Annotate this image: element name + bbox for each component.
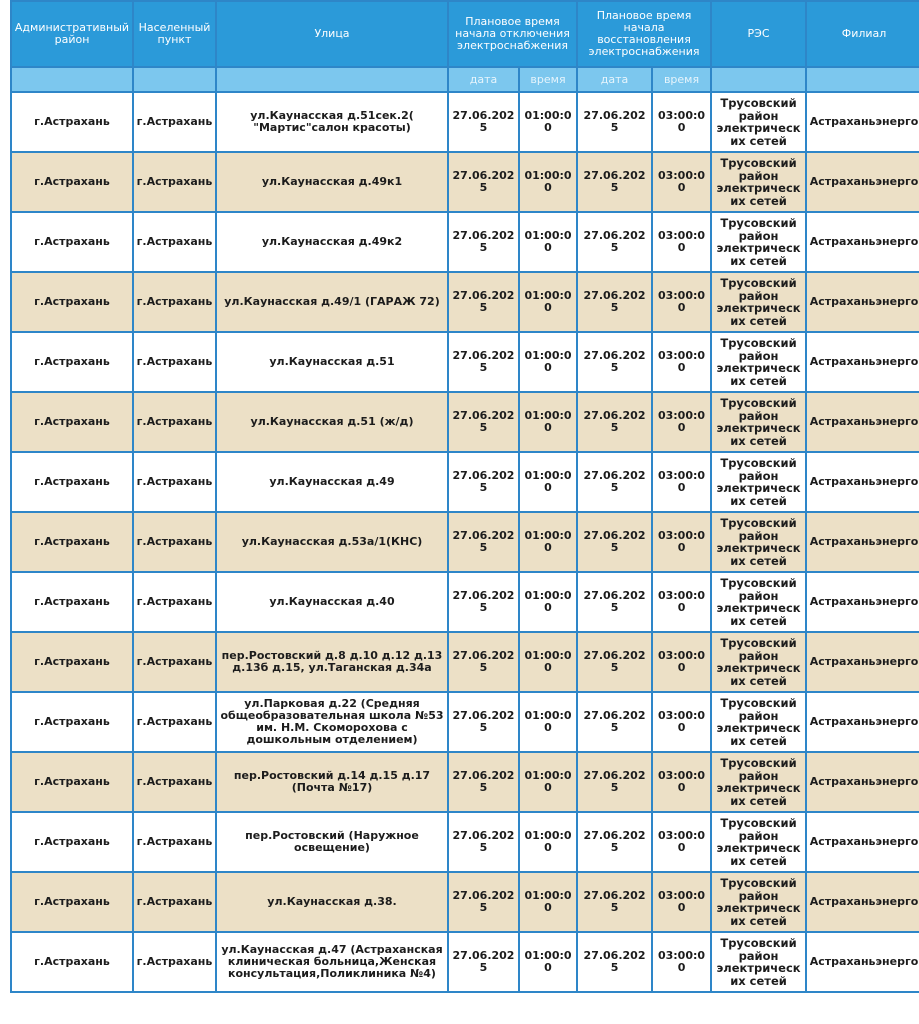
subheader-off-time: время xyxy=(519,67,577,92)
table-row xyxy=(11,572,919,632)
subheader-empty xyxy=(11,67,133,92)
outage-schedule-table xyxy=(10,0,919,993)
cell-street: пер.Ростовский (Наружное освещение) xyxy=(216,812,448,872)
table-row xyxy=(11,812,919,872)
cell-district: г.Астрахань xyxy=(11,692,133,752)
cell-res: Трусовский район электрических сетей xyxy=(711,572,806,632)
cell-branch: Астраханьэнерго xyxy=(806,572,919,632)
cell-on-time: 03:00:00 xyxy=(652,92,711,152)
cell-branch: Астраханьэнерго xyxy=(806,692,919,752)
header-district: Административный район xyxy=(11,1,133,67)
cell-street: ул.Каунасская д.51 (ж/д) xyxy=(216,392,448,452)
cell-off-time: 01:00:00 xyxy=(519,212,577,272)
cell-off-time: 01:00:00 xyxy=(519,332,577,392)
cell-res: Трусовский район электрических сетей xyxy=(711,812,806,872)
cell-on-date: 27.06.2025 xyxy=(577,512,652,572)
table-row xyxy=(11,452,919,512)
cell-on-time: 03:00:00 xyxy=(652,512,711,572)
cell-on-time: 03:00:00 xyxy=(652,812,711,872)
table-row xyxy=(11,692,919,752)
cell-off-date: 27.06.2025 xyxy=(448,212,519,272)
cell-off-date: 27.06.2025 xyxy=(448,932,519,992)
cell-district: г.Астрахань xyxy=(11,572,133,632)
cell-res: Трусовский район электрических сетей xyxy=(711,332,806,392)
cell-street: ул.Каунасская д.51 xyxy=(216,332,448,392)
cell-off-date: 27.06.2025 xyxy=(448,812,519,872)
table-row xyxy=(11,752,919,812)
cell-settlement: г.Астрахань xyxy=(133,872,216,932)
cell-off-time: 01:00:00 xyxy=(519,932,577,992)
cell-branch: Астраханьэнерго xyxy=(806,752,919,812)
cell-off-date: 27.06.2025 xyxy=(448,92,519,152)
cell-district: г.Астрахань xyxy=(11,332,133,392)
cell-branch: Астраханьэнерго xyxy=(806,332,919,392)
cell-branch: Астраханьэнерго xyxy=(806,872,919,932)
subheader-empty xyxy=(806,67,919,92)
cell-res: Трусовский район электрических сетей xyxy=(711,152,806,212)
cell-settlement: г.Астрахань xyxy=(133,512,216,572)
subheader-on-date: дата xyxy=(577,67,652,92)
cell-on-date: 27.06.2025 xyxy=(577,452,652,512)
table-row xyxy=(11,152,919,212)
cell-district: г.Астрахань xyxy=(11,932,133,992)
cell-on-time: 03:00:00 xyxy=(652,632,711,692)
cell-off-date: 27.06.2025 xyxy=(448,692,519,752)
cell-street: ул.Каунасская д.49к1 xyxy=(216,152,448,212)
cell-off-time: 01:00:00 xyxy=(519,572,577,632)
cell-on-time: 03:00:00 xyxy=(652,392,711,452)
header-branch: Филиал xyxy=(806,1,919,67)
cell-district: г.Астрахань xyxy=(11,632,133,692)
cell-on-date: 27.06.2025 xyxy=(577,932,652,992)
cell-on-time: 03:00:00 xyxy=(652,752,711,812)
table-row xyxy=(11,512,919,572)
cell-on-time: 03:00:00 xyxy=(652,692,711,752)
cell-on-date: 27.06.2025 xyxy=(577,632,652,692)
cell-street: ул.Каунасская д.38. xyxy=(216,872,448,932)
cell-district: г.Астрахань xyxy=(11,392,133,452)
header-restore-time: Плановое время начала восстановления электроснабжения xyxy=(577,1,711,67)
cell-on-time: 03:00:00 xyxy=(652,272,711,332)
cell-off-date: 27.06.2025 xyxy=(448,752,519,812)
cell-settlement: г.Астрахань xyxy=(133,152,216,212)
cell-settlement: г.Астрахань xyxy=(133,272,216,332)
cell-res: Трусовский район электрических сетей xyxy=(711,392,806,452)
cell-off-time: 01:00:00 xyxy=(519,692,577,752)
cell-off-time: 01:00:00 xyxy=(519,752,577,812)
cell-settlement: г.Астрахань xyxy=(133,812,216,872)
cell-street: ул.Каунасская д.53а/1(КНС) xyxy=(216,512,448,572)
cell-on-date: 27.06.2025 xyxy=(577,872,652,932)
cell-off-time: 01:00:00 xyxy=(519,152,577,212)
cell-street: ул.Каунасская д.51сек.2( "Мартис"салон красоты) xyxy=(216,92,448,152)
cell-off-time: 01:00:00 xyxy=(519,92,577,152)
cell-street: ул.Каунасская д.40 xyxy=(216,572,448,632)
cell-branch: Астраханьэнерго xyxy=(806,512,919,572)
cell-settlement: г.Астрахань xyxy=(133,452,216,512)
table-subheader-row xyxy=(11,67,919,92)
cell-settlement: г.Астрахань xyxy=(133,932,216,992)
cell-settlement: г.Астрахань xyxy=(133,572,216,632)
cell-on-time: 03:00:00 xyxy=(652,572,711,632)
cell-res: Трусовский район электрических сетей xyxy=(711,212,806,272)
cell-street: ул.Каунасская д.49/1 (ГАРАЖ 72) xyxy=(216,272,448,332)
cell-settlement: г.Астрахань xyxy=(133,92,216,152)
cell-on-date: 27.06.2025 xyxy=(577,332,652,392)
table-row xyxy=(11,392,919,452)
cell-off-date: 27.06.2025 xyxy=(448,872,519,932)
cell-branch: Астраханьэнерго xyxy=(806,152,919,212)
cell-street: пер.Ростовский д.8 д.10 д.12 д.13 д.13б д.15, ул.Таганская д.34а xyxy=(216,632,448,692)
cell-res: Трусовский район электрических сетей xyxy=(711,752,806,812)
cell-off-date: 27.06.2025 xyxy=(448,332,519,392)
cell-branch: Астраханьэнерго xyxy=(806,452,919,512)
cell-on-date: 27.06.2025 xyxy=(577,92,652,152)
cell-off-date: 27.06.2025 xyxy=(448,152,519,212)
cell-on-date: 27.06.2025 xyxy=(577,152,652,212)
cell-off-time: 01:00:00 xyxy=(519,872,577,932)
table-row xyxy=(11,272,919,332)
cell-off-time: 01:00:00 xyxy=(519,392,577,452)
cell-res: Трусовский район электрических сетей xyxy=(711,512,806,572)
cell-off-date: 27.06.2025 xyxy=(448,392,519,452)
cell-off-time: 01:00:00 xyxy=(519,452,577,512)
cell-on-date: 27.06.2025 xyxy=(577,572,652,632)
cell-res: Трусовский район электрических сетей xyxy=(711,932,806,992)
cell-settlement: г.Астрахань xyxy=(133,332,216,392)
table-row xyxy=(11,632,919,692)
cell-branch: Астраханьэнерго xyxy=(806,392,919,452)
cell-settlement: г.Астрахань xyxy=(133,392,216,452)
cell-district: г.Астрахань xyxy=(11,92,133,152)
cell-res: Трусовский район электрических сетей xyxy=(711,692,806,752)
table-row xyxy=(11,872,919,932)
subheader-empty xyxy=(133,67,216,92)
cell-on-date: 27.06.2025 xyxy=(577,392,652,452)
cell-settlement: г.Астрахань xyxy=(133,752,216,812)
cell-street: ул.Каунасская д.49к2 xyxy=(216,212,448,272)
subheader-empty xyxy=(216,67,448,92)
cell-settlement: г.Астрахань xyxy=(133,632,216,692)
subheader-off-date: дата xyxy=(448,67,519,92)
cell-res: Трусовский район электрических сетей xyxy=(711,872,806,932)
cell-district: г.Астрахань xyxy=(11,452,133,512)
cell-branch: Астраханьэнерго xyxy=(806,92,919,152)
cell-street: пер.Ростовский д.14 д.15 д.17 (Почта №17) xyxy=(216,752,448,812)
table-row xyxy=(11,212,919,272)
table-header-row xyxy=(11,1,919,67)
cell-off-time: 01:00:00 xyxy=(519,512,577,572)
cell-district: г.Астрахань xyxy=(11,152,133,212)
table-row xyxy=(11,932,919,992)
cell-off-time: 01:00:00 xyxy=(519,812,577,872)
cell-on-time: 03:00:00 xyxy=(652,932,711,992)
cell-on-time: 03:00:00 xyxy=(652,152,711,212)
cell-off-date: 27.06.2025 xyxy=(448,452,519,512)
cell-district: г.Астрахань xyxy=(11,872,133,932)
cell-res: Трусовский район электрических сетей xyxy=(711,632,806,692)
cell-street: ул.Каунасская д.47 (Астраханская клиническая больница,Женская консультация,Поликлиника №4) xyxy=(216,932,448,992)
cell-on-date: 27.06.2025 xyxy=(577,692,652,752)
cell-district: г.Астрахань xyxy=(11,812,133,872)
cell-on-time: 03:00:00 xyxy=(652,452,711,512)
cell-off-date: 27.06.2025 xyxy=(448,572,519,632)
cell-branch: Астраханьэнерго xyxy=(806,272,919,332)
cell-branch: Астраханьэнерго xyxy=(806,632,919,692)
cell-branch: Астраханьэнерго xyxy=(806,812,919,872)
cell-street: ул.Парковая д.22 (Средняя общеобразовательная школа №53 им. Н.М. Скоморохова с дошкольным отделением) xyxy=(216,692,448,752)
cell-off-time: 01:00:00 xyxy=(519,272,577,332)
cell-on-time: 03:00:00 xyxy=(652,332,711,392)
header-off-time: Плановое время начала отключения электроснабжения xyxy=(448,1,577,67)
table-row xyxy=(11,92,919,152)
cell-off-date: 27.06.2025 xyxy=(448,512,519,572)
cell-on-date: 27.06.2025 xyxy=(577,272,652,332)
header-res: РЭС xyxy=(711,1,806,67)
cell-branch: Астраханьэнерго xyxy=(806,932,919,992)
cell-off-date: 27.06.2025 xyxy=(448,272,519,332)
table-row xyxy=(11,332,919,392)
header-settlement: Населенный пункт xyxy=(133,1,216,67)
cell-res: Трусовский район электрических сетей xyxy=(711,272,806,332)
cell-res: Трусовский район электрических сетей xyxy=(711,92,806,152)
cell-branch: Астраханьэнерго xyxy=(806,212,919,272)
cell-on-date: 27.06.2025 xyxy=(577,212,652,272)
cell-district: г.Астрахань xyxy=(11,272,133,332)
subheader-empty xyxy=(711,67,806,92)
cell-district: г.Астрахань xyxy=(11,512,133,572)
cell-on-time: 03:00:00 xyxy=(652,872,711,932)
cell-on-date: 27.06.2025 xyxy=(577,752,652,812)
header-street: Улица xyxy=(216,1,448,67)
cell-res: Трусовский район электрических сетей xyxy=(711,452,806,512)
cell-settlement: г.Астрахань xyxy=(133,692,216,752)
cell-district: г.Астрахань xyxy=(11,752,133,812)
cell-on-date: 27.06.2025 xyxy=(577,812,652,872)
cell-settlement: г.Астрахань xyxy=(133,212,216,272)
cell-off-date: 27.06.2025 xyxy=(448,632,519,692)
cell-district: г.Астрахань xyxy=(11,212,133,272)
subheader-on-time: время xyxy=(652,67,711,92)
cell-on-time: 03:00:00 xyxy=(652,212,711,272)
cell-off-time: 01:00:00 xyxy=(519,632,577,692)
cell-street: ул.Каунасская д.49 xyxy=(216,452,448,512)
